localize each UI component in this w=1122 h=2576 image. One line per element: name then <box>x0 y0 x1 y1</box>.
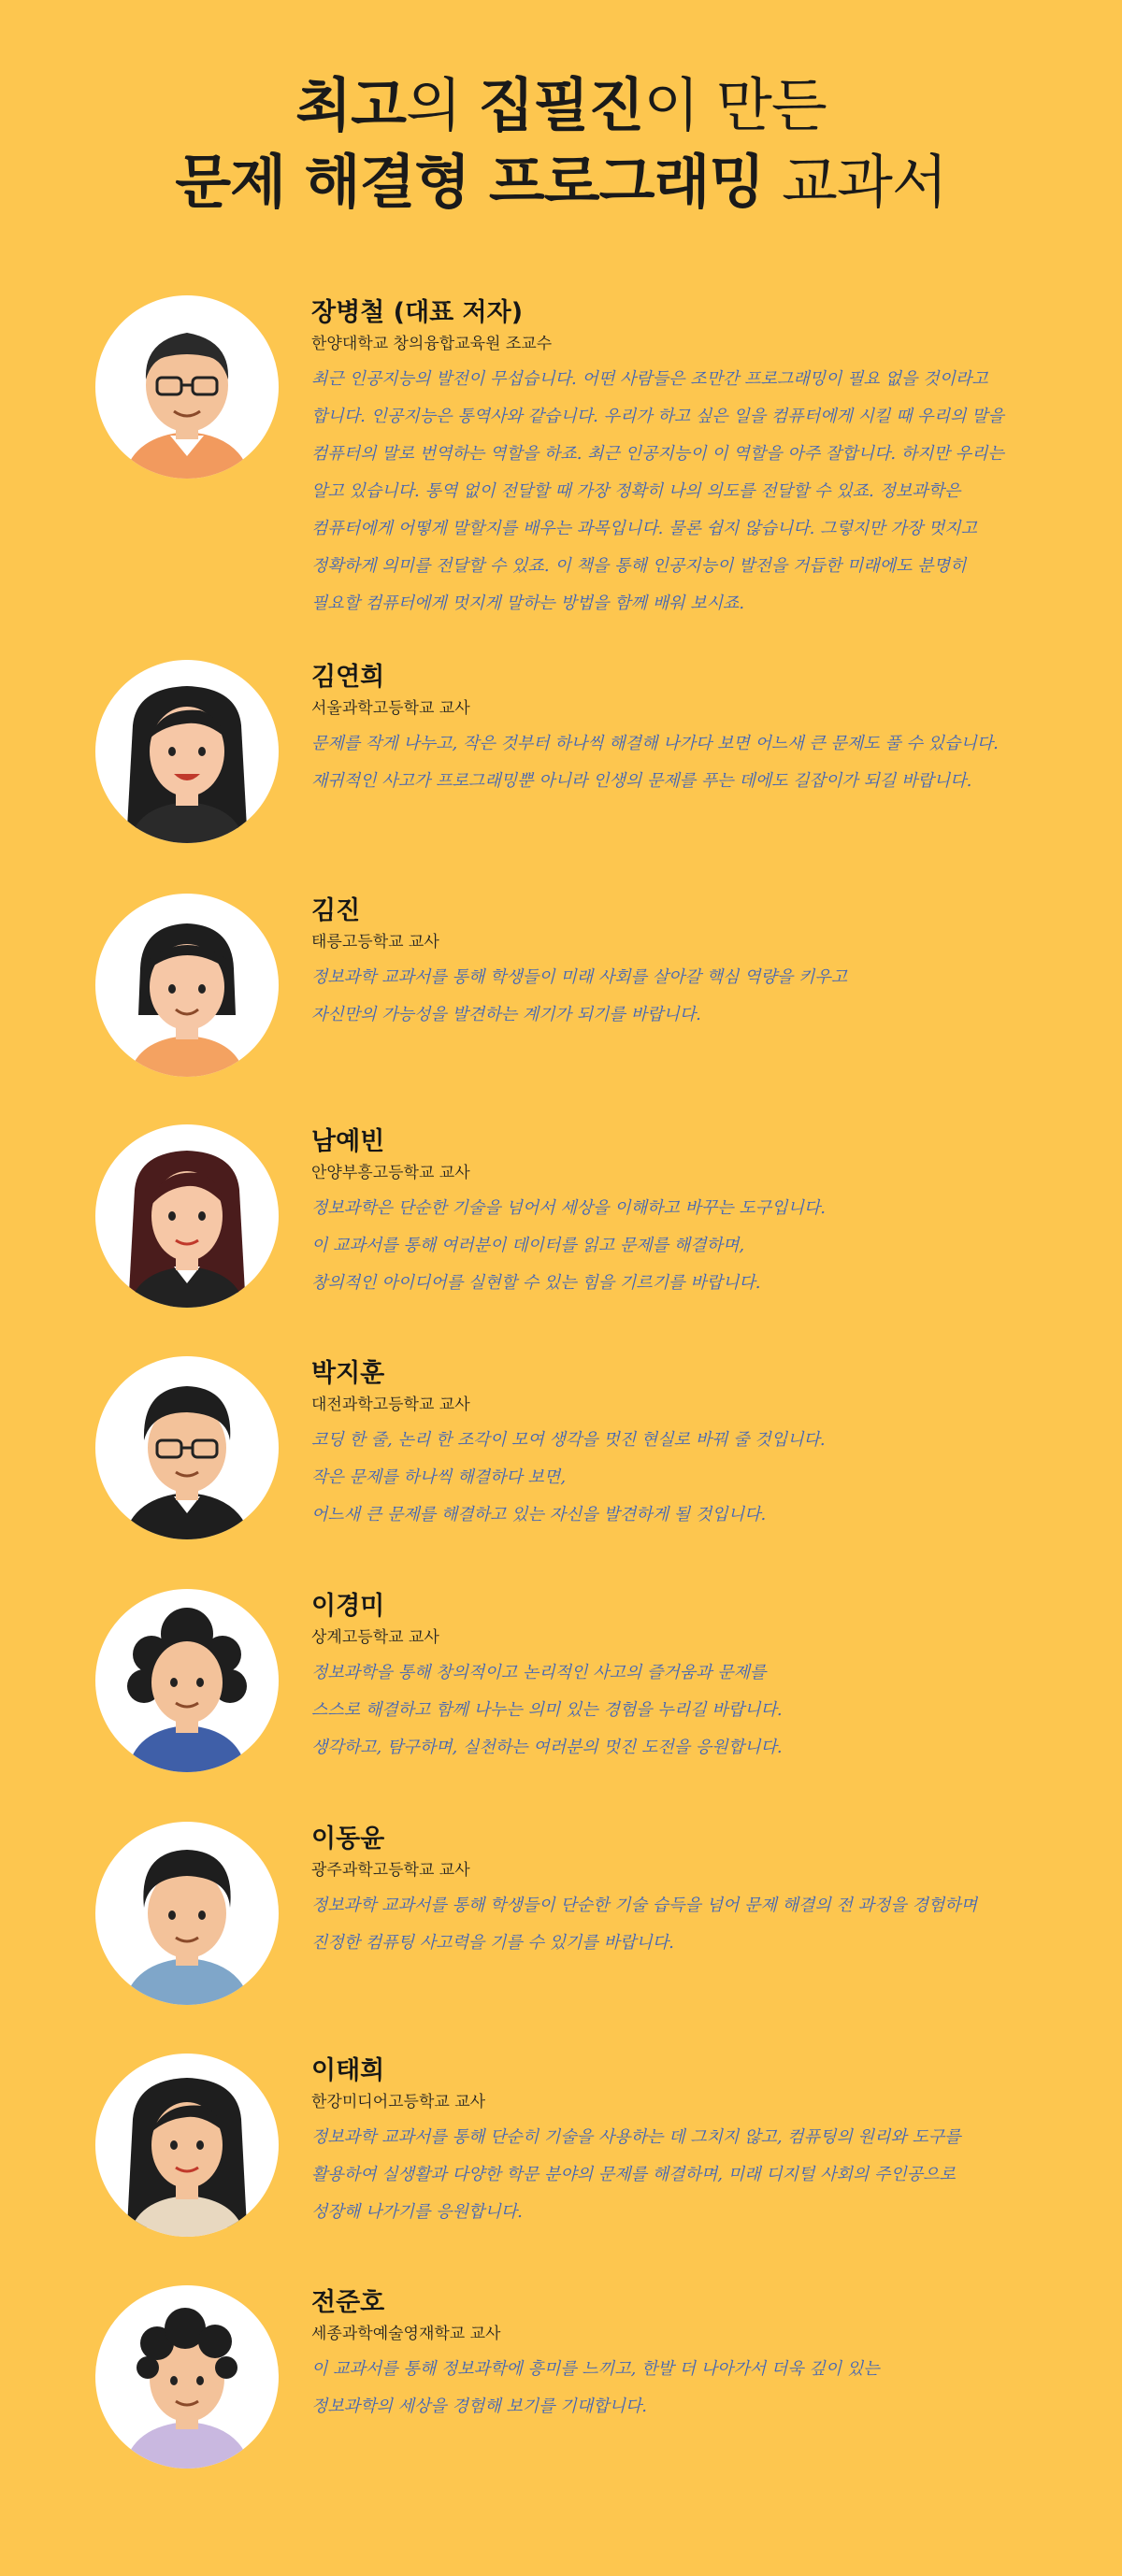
bio-line: 정보과학 교과서를 통해 학생들이 미래 사회를 살아갈 핵심 역량을 키우고 <box>311 967 848 987</box>
author-card <box>0 660 1122 866</box>
author-info <box>311 1124 1050 1302</box>
bio-line: 알고 있습니다. 통역 없이 전달할 때 가장 정확히 나의 의도를 전달할 수 있죠. 정보과학은 <box>311 481 961 501</box>
bio-line: 컴퓨터에게 어떻게 말할지를 배우는 과목입니다. 물론 쉽지 않습니다. 그렇지만 가장 멋지고 <box>311 519 978 538</box>
bio-line: 자신만의 가능성을 발견하는 계기가 되기를 바랍니다. <box>311 1005 701 1024</box>
headline-word: 의 <box>406 71 479 139</box>
author-bio <box>311 1887 1050 1962</box>
bio-line: 재귀적인 사고가 프로그래밍뿐 아니라 인생의 문제를 푸는 데에도 길잡이가 되길 바랍니다. <box>311 771 972 791</box>
avatar-glasses-man <box>95 1356 279 1539</box>
author-card <box>0 1356 1122 1562</box>
headline <box>0 67 1122 221</box>
author-card <box>0 2054 1122 2259</box>
author-affiliation: 서울과학고등학교 교사 <box>311 699 470 718</box>
headline-word: 최고 <box>295 71 407 139</box>
bio-line: 정보과학을 통해 창의적이고 논리적인 사고의 즐거움과 문제를 <box>311 1663 767 1682</box>
avatar-curly-hair-woman <box>95 1589 279 1772</box>
bio-line: 문제를 작게 나누고, 작은 것부터 하나씩 해결해 나가다 보면 어느새 큰 문제도 풀 수 있습니다. <box>311 734 999 753</box>
author-info <box>311 2054 1050 2231</box>
author-name: 이경미 <box>311 1592 385 1621</box>
bio-line: 창의적인 아이디어를 실현할 수 있는 힘을 기르기를 바랍니다. <box>311 1273 761 1293</box>
author-bio <box>311 1654 1050 1767</box>
bio-line: 컴퓨터의 말로 번역하는 역할을 하죠. 최근 인공지능이 이 역할을 아주 잘합니다. 하지만 우리는 <box>311 444 1004 464</box>
avatar-young-man <box>95 1822 279 2005</box>
bio-line: 정보과학은 단순한 기술을 넘어서 세상을 이해하고 바꾸는 도구입니다. <box>311 1198 827 1218</box>
avatar-short-hair-woman <box>95 894 279 1077</box>
author-bio <box>311 2119 1050 2231</box>
headline-word: 문제 해결형 프로그래밍 <box>175 148 765 216</box>
author-name: 이태희 <box>311 2056 385 2085</box>
headline-word: 교과서 <box>764 148 947 216</box>
avatar-long-black-hair-woman <box>95 2054 279 2237</box>
bio-line: 정보과학의 세상을 경험해 보기를 기대합니다. <box>311 2397 647 2416</box>
author-affiliation: 태릉고등학교 교사 <box>311 933 439 952</box>
avatar-bald-glasses-man <box>95 295 279 479</box>
author-info <box>311 2285 1050 2426</box>
avatar-dark-red-hair-woman <box>95 1124 279 1308</box>
bio-line: 스스로 해결하고 함께 나누는 의미 있는 경험을 누리길 바랍니다. <box>311 1700 783 1720</box>
author-card <box>0 1124 1122 1330</box>
headline-line-1 <box>0 67 1122 144</box>
author-bio <box>311 1422 1050 1534</box>
bio-line: 정보과학 교과서를 통해 단순히 기술을 사용하는 데 그치지 않고, 컴퓨팅의 원리와 도구를 <box>311 2127 961 2147</box>
author-name: 남예빈 <box>311 1127 385 1156</box>
author-card <box>0 2285 1122 2491</box>
author-info <box>311 1589 1050 1767</box>
headline-word: 집필진 <box>478 71 644 139</box>
headline-word: 이 만든 <box>643 71 827 139</box>
bio-line: 합니다. 인공지능은 통역사와 같습니다. 우리가 하고 싶은 일을 컴퓨터에게 시킬 때 우리의 말을 <box>311 407 1004 426</box>
author-card <box>0 894 1122 1099</box>
bio-line: 작은 문제를 하나씩 해결하다 보면, <box>311 1467 567 1487</box>
author-affiliation: 상계고등학교 교사 <box>311 1628 439 1647</box>
author-affiliation: 세종과학예술영재학교 교사 <box>311 2325 501 2343</box>
author-info <box>311 660 1050 800</box>
author-card <box>0 295 1122 613</box>
headline-line-2 <box>0 144 1122 221</box>
author-card <box>0 1589 1122 1795</box>
author-name: 박지훈 <box>311 1359 385 1388</box>
author-info <box>311 295 1050 623</box>
bio-line: 이 교과서를 통해 여러분이 데이터를 읽고 문제를 해결하며, <box>311 1236 745 1255</box>
bio-line: 정보과학 교과서를 통해 학생들이 단순한 기술 습득을 넘어 문제 해결의 전 과정을 경험하며 <box>311 1896 978 1915</box>
bio-line: 어느새 큰 문제를 해결하고 있는 자신을 발견하게 될 것입니다. <box>311 1505 767 1524</box>
bio-line: 코딩 한 줄, 논리 한 조각이 모여 생각을 멋진 현실로 바꿔 줄 것입니다. <box>311 1430 826 1450</box>
author-name: 김진 <box>311 896 361 925</box>
bio-line: 이 교과서를 통해 정보과학에 흥미를 느끼고, 한발 더 나아가서 더욱 깊이 있는 <box>311 2359 880 2379</box>
author-affiliation: 대전과학고등학교 교사 <box>311 1395 470 1414</box>
author-name: 이동윤 <box>311 1825 385 1853</box>
author-bio <box>311 2351 1050 2426</box>
author-name: 전준호 <box>311 2288 385 2317</box>
author-affiliation: 광주과학고등학교 교사 <box>311 1861 470 1880</box>
author-name: 장병철 (대표 저자) <box>311 298 524 327</box>
bio-line: 필요할 컴퓨터에게 멋지게 말하는 방법을 함께 배워 보시죠. <box>311 594 745 613</box>
author-affiliation: 안양부흥고등학교 교사 <box>311 1164 470 1182</box>
avatar-curly-hair-man <box>95 2285 279 2469</box>
bio-line: 활용하여 실생활과 다양한 학문 분야의 문제를 해결하며, 미래 디지털 사회의 주인공으로 <box>311 2165 956 2184</box>
bio-line: 성장해 나가기를 응원합니다. <box>311 2202 523 2222</box>
author-affiliation: 한양대학교 창의융합교육원 조교수 <box>311 335 553 353</box>
author-bio <box>311 725 1050 800</box>
bio-line: 생각하고, 탐구하며, 실천하는 여러분의 멋진 도전을 응원합니다. <box>311 1738 783 1757</box>
author-bio <box>311 361 1050 623</box>
author-info <box>311 894 1050 1034</box>
author-affiliation: 한강미디어고등학교 교사 <box>311 2093 486 2111</box>
bio-line: 최근 인공지능의 발전이 무섭습니다. 어떤 사람들은 조만간 프로그래밍이 필요 없을 것이라고 <box>311 369 988 389</box>
bio-line: 진정한 컴퓨팅 사고력을 기를 수 있기를 바랍니다. <box>311 1933 674 1953</box>
author-bio <box>311 1190 1050 1302</box>
bio-line: 정확하게 의미를 전달할 수 있죠. 이 책을 통해 인공지능이 발전을 거듭한 미래에도 분명히 <box>311 556 967 576</box>
author-name: 김연희 <box>311 663 385 692</box>
author-info <box>311 1356 1050 1534</box>
author-info <box>311 1822 1050 1962</box>
author-card <box>0 1822 1122 2027</box>
author-bio <box>311 959 1050 1034</box>
avatar-long-hair-woman <box>95 660 279 843</box>
